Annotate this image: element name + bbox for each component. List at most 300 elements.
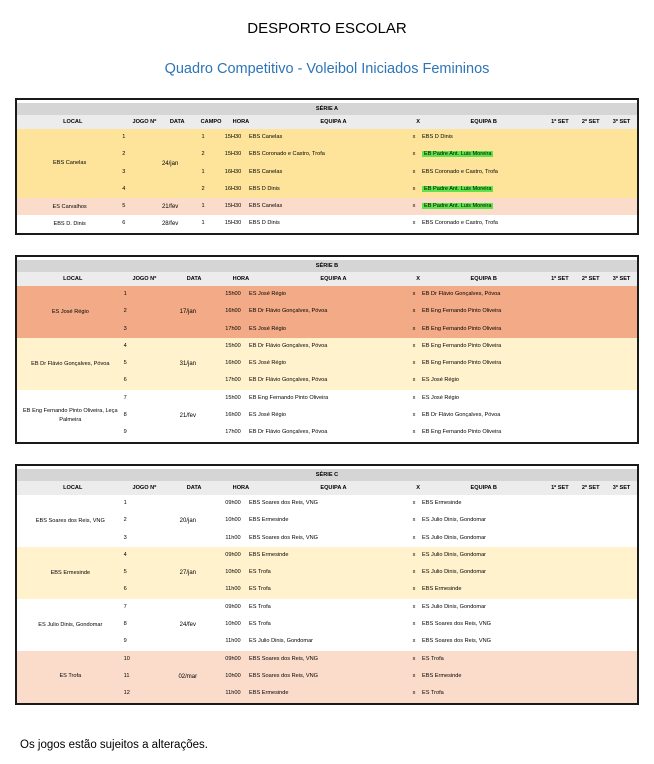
versus-cell: x bbox=[412, 394, 416, 401]
serie-title: SÉRIE A bbox=[17, 103, 637, 115]
set1-cell bbox=[544, 685, 575, 702]
set3-cell bbox=[606, 581, 637, 598]
hora-cell: 09h00 bbox=[225, 603, 241, 610]
match-rows bbox=[220, 286, 637, 338]
match-row bbox=[220, 390, 637, 407]
set1-cell bbox=[544, 321, 575, 338]
equipa-b-name: ES Trofa bbox=[422, 690, 444, 697]
match-row bbox=[220, 338, 637, 355]
header-set3: 3º SET bbox=[612, 276, 631, 282]
set3-cell bbox=[606, 668, 637, 685]
match-row bbox=[220, 424, 637, 441]
header-equipa-a: EQUIPA A bbox=[320, 119, 347, 125]
equipa-b-cell bbox=[419, 616, 544, 633]
header-hora: HORA bbox=[232, 485, 250, 491]
equipa-b-name: EB Padre Ant. Luis Moreira bbox=[424, 203, 492, 210]
match-row bbox=[186, 198, 637, 215]
footer-note: Os jogos estão sujeitos a alterações. bbox=[20, 739, 208, 751]
jogo-column bbox=[124, 390, 156, 442]
match-row bbox=[220, 685, 637, 702]
group-local: EBS Ermesinde bbox=[50, 569, 91, 576]
equipa-b-cell bbox=[419, 599, 544, 616]
match-row bbox=[220, 581, 637, 598]
versus-cell: x bbox=[412, 621, 416, 628]
jogo-column bbox=[124, 599, 156, 651]
group-date: 20/jan bbox=[179, 517, 196, 524]
equipa-a-cell: ES José Régio bbox=[249, 360, 287, 367]
equipa-a-cell: ES Trofa bbox=[249, 586, 271, 593]
game-number: 7 bbox=[123, 394, 127, 401]
set1-cell bbox=[544, 198, 575, 215]
game-number: 6 bbox=[123, 377, 127, 384]
set2-cell bbox=[575, 303, 606, 320]
set3-cell bbox=[606, 512, 637, 529]
table-header bbox=[17, 481, 637, 495]
hora-cell: 10h00 bbox=[225, 621, 241, 628]
jogo-column bbox=[124, 547, 156, 599]
versus-cell: x bbox=[412, 151, 416, 158]
equipa-b-cell bbox=[419, 512, 544, 529]
header-set1: 1º SET bbox=[551, 276, 569, 282]
set2-cell bbox=[575, 321, 606, 338]
set3-cell bbox=[606, 372, 637, 389]
versus-cell: x bbox=[412, 342, 416, 349]
equipa-a-cell: EB Eng Fernando Pinto Oliveira bbox=[249, 394, 329, 401]
match-group bbox=[17, 599, 637, 651]
set3-cell bbox=[606, 181, 637, 198]
set3-cell bbox=[606, 424, 637, 441]
header-equipa-a: EQUIPA A bbox=[320, 276, 347, 282]
match-rows bbox=[186, 129, 637, 198]
equipa-a-cell: EB Dr Flávio Gonçalves, Póvoa bbox=[249, 429, 328, 436]
equipa-b-name: EBS Ermesinde bbox=[422, 500, 462, 506]
game-number: 5 bbox=[123, 569, 127, 576]
header-hora: HORA bbox=[232, 276, 250, 282]
set3-cell bbox=[606, 215, 637, 232]
equipa-b-name: EB Eng Fernando Pinto Oliveira bbox=[422, 325, 502, 332]
game-number: 1 bbox=[123, 500, 127, 506]
match-rows bbox=[220, 338, 637, 390]
hora-cell: 09h00 bbox=[225, 500, 241, 506]
match-row bbox=[220, 355, 637, 372]
header-hora: HORA bbox=[232, 119, 250, 125]
game-number: 2 bbox=[123, 517, 127, 524]
set2-cell bbox=[575, 547, 606, 564]
equipa-b-cell bbox=[419, 564, 544, 581]
versus-cell: x bbox=[412, 220, 416, 227]
set1-cell bbox=[544, 616, 575, 633]
group-local: EB Eng Fernando Pinto Oliveira, Leça Palmeira bbox=[23, 408, 118, 423]
equipa-b-cell bbox=[419, 198, 544, 215]
match-group bbox=[17, 338, 637, 390]
group-date: 31/jan bbox=[179, 360, 196, 367]
group-date: 27/jan bbox=[179, 569, 196, 576]
header-x: X bbox=[416, 485, 420, 491]
equipa-b-cell bbox=[419, 530, 544, 547]
versus-cell: x bbox=[412, 185, 416, 192]
header-jogo: JOGO Nº bbox=[132, 119, 157, 125]
game-number: 9 bbox=[123, 429, 127, 436]
game-number: 4 bbox=[122, 185, 126, 192]
hora-cell: 15h00 bbox=[225, 342, 241, 349]
serie-title: SÉRIE B bbox=[17, 260, 637, 272]
group-date: 24/jan bbox=[161, 160, 179, 167]
group-local: EBS D. Dinis bbox=[53, 220, 86, 227]
match-rows bbox=[220, 651, 637, 703]
equipa-a-cell: EBS D Dinis bbox=[249, 185, 280, 192]
campo-cell: 2 bbox=[201, 185, 205, 192]
equipa-b-name: ES José Régio bbox=[422, 377, 460, 384]
equipa-b-cell bbox=[419, 668, 544, 685]
match-row bbox=[186, 215, 637, 232]
set2-cell bbox=[575, 372, 606, 389]
header-data: DATA bbox=[169, 119, 185, 125]
group-local: EBS Soares dos Reis, VNG bbox=[35, 517, 105, 524]
equipa-a-cell: EB Dr Flávio Gonçalves, Póvoa bbox=[249, 377, 328, 384]
game-number: 2 bbox=[123, 308, 127, 315]
game-number: 1 bbox=[123, 291, 127, 297]
set1-cell bbox=[544, 372, 575, 389]
group-local: ES Trofa bbox=[59, 673, 82, 680]
match-group bbox=[17, 390, 637, 442]
versus-cell: x bbox=[412, 655, 416, 662]
equipa-a-cell: EBS Ermesinde bbox=[249, 690, 289, 697]
set3-cell bbox=[606, 338, 637, 355]
match-row bbox=[186, 181, 637, 198]
header-equipa-a: EQUIPA A bbox=[320, 485, 347, 491]
set1-cell bbox=[544, 564, 575, 581]
set2-cell bbox=[575, 685, 606, 702]
set3-cell bbox=[606, 146, 637, 163]
set2-cell bbox=[575, 355, 606, 372]
header-set3: 3º SET bbox=[612, 485, 631, 491]
equipa-b-cell bbox=[419, 651, 544, 668]
equipa-b-cell bbox=[419, 390, 544, 407]
campo-cell: 1 bbox=[201, 134, 205, 140]
equipa-b-name: EBS Soares dos Reis, VNG bbox=[422, 638, 492, 645]
versus-cell: x bbox=[412, 377, 416, 384]
group-date: 24/fev bbox=[179, 621, 196, 628]
set1-cell bbox=[544, 581, 575, 598]
group-date: 28/fev bbox=[161, 221, 179, 228]
header-local: LOCAL bbox=[63, 119, 83, 125]
campo-cell: 1 bbox=[201, 203, 205, 210]
hora-cell: 15H30 bbox=[224, 151, 242, 158]
match-row bbox=[220, 547, 637, 564]
set3-cell bbox=[606, 651, 637, 668]
versus-cell: x bbox=[412, 551, 416, 558]
versus-cell: x bbox=[412, 517, 416, 524]
versus-cell: x bbox=[412, 672, 416, 679]
equipa-b-cell bbox=[419, 129, 544, 146]
hora-cell: 11h00 bbox=[225, 690, 241, 697]
set1-cell bbox=[544, 164, 575, 181]
set1-cell bbox=[544, 512, 575, 529]
game-number: 8 bbox=[123, 621, 127, 628]
equipa-b-name: ES Julio Dinis, Gondomar bbox=[422, 551, 487, 558]
equipa-b-name: ES José Régio bbox=[422, 394, 460, 401]
set3-cell bbox=[606, 599, 637, 616]
match-row bbox=[220, 321, 637, 338]
equipa-a-cell: ES Julio Dinis, Gondomar bbox=[249, 638, 314, 645]
equipa-a-cell: EBS Canelas bbox=[249, 168, 283, 175]
game-number: 6 bbox=[122, 220, 126, 227]
game-number: 1 bbox=[122, 134, 126, 140]
game-number: 3 bbox=[122, 168, 126, 175]
match-group bbox=[17, 286, 637, 338]
campo-cell: 2 bbox=[201, 151, 205, 158]
set2-cell bbox=[575, 198, 606, 215]
page-subtitle: Quadro Competitivo - Voleibol Iniciados Femininos bbox=[164, 61, 490, 77]
set2-cell bbox=[575, 530, 606, 547]
group-date: 17/jan bbox=[179, 308, 196, 315]
versus-cell: x bbox=[412, 534, 416, 541]
equipa-b-cell bbox=[419, 146, 544, 163]
set1-cell bbox=[544, 668, 575, 685]
set3-cell bbox=[606, 495, 637, 512]
header-x: X bbox=[416, 276, 420, 282]
equipa-a-cell: ES José Régio bbox=[249, 291, 287, 297]
header-data: DATA bbox=[186, 485, 202, 491]
equipa-b-name: ES Julio Dinis, Gondomar bbox=[422, 517, 487, 524]
equipa-b-name: EBS D Dinis bbox=[422, 134, 453, 140]
header-x: X bbox=[416, 119, 420, 125]
equipa-a-cell: ES Trofa bbox=[249, 621, 271, 628]
equipa-b-cell bbox=[419, 372, 544, 389]
equipa-b-name: EB Dr Flávio Gonçalves, Póvoa bbox=[422, 291, 501, 297]
match-row bbox=[220, 495, 637, 512]
campo-cell: 1 bbox=[201, 168, 205, 175]
equipa-a-cell: EB Dr Flávio Gonçalves, Póvoa bbox=[249, 342, 328, 349]
equipa-a-cell: ES José Régio bbox=[249, 325, 287, 332]
match-row bbox=[220, 512, 637, 529]
set1-cell bbox=[544, 547, 575, 564]
hora-cell: 15h00 bbox=[225, 394, 241, 401]
match-group bbox=[17, 129, 637, 198]
hora-cell: 16h00 bbox=[225, 360, 241, 367]
header-local: LOCAL bbox=[63, 276, 83, 282]
equipa-b-name: EB Eng Fernando Pinto Oliveira bbox=[422, 342, 502, 349]
serie-a-table bbox=[15, 98, 639, 235]
match-row bbox=[220, 599, 637, 616]
equipa-b-cell bbox=[419, 685, 544, 702]
hora-cell: 11h00 bbox=[225, 534, 241, 541]
match-row bbox=[186, 146, 637, 163]
hora-cell: 15h00 bbox=[225, 291, 241, 297]
match-group bbox=[17, 651, 637, 703]
match-row bbox=[220, 564, 637, 581]
set2-cell bbox=[575, 564, 606, 581]
set2-cell bbox=[575, 512, 606, 529]
equipa-b-name: ES Julio Dinis, Gondomar bbox=[422, 534, 487, 541]
match-rows bbox=[220, 547, 637, 599]
set2-cell bbox=[575, 651, 606, 668]
equipa-b-name: EBS Coronado e Castro, Trofa bbox=[422, 168, 498, 175]
match-row bbox=[220, 407, 637, 424]
versus-cell: x bbox=[412, 308, 416, 315]
equipa-b-cell bbox=[419, 495, 544, 512]
jogo-column bbox=[124, 338, 156, 390]
group-local: EBS Canelas bbox=[53, 160, 87, 167]
set1-cell bbox=[544, 633, 575, 650]
equipa-b-name: EBS Soares dos Reis, VNG bbox=[422, 621, 492, 628]
set1-cell bbox=[544, 338, 575, 355]
set3-cell bbox=[606, 547, 637, 564]
group-date: 21/fev bbox=[179, 412, 196, 419]
equipa-b-name: EB Eng Fernando Pinto Oliveira bbox=[422, 429, 502, 436]
versus-cell: x bbox=[412, 203, 416, 210]
equipa-a-cell: ES Trofa bbox=[249, 603, 271, 610]
set3-cell bbox=[606, 164, 637, 181]
group-local: EB Dr Flávio Gonçalves, Póvoa bbox=[31, 360, 110, 367]
match-row bbox=[220, 530, 637, 547]
match-row bbox=[220, 616, 637, 633]
hora-cell: 16H30 bbox=[224, 168, 242, 175]
equipa-b-cell bbox=[419, 547, 544, 564]
match-group bbox=[17, 547, 637, 599]
set2-cell bbox=[575, 286, 606, 303]
match-row bbox=[220, 668, 637, 685]
equipa-a-cell: EBS Ermesinde bbox=[249, 551, 289, 558]
equipa-a-cell: EBS Coronado e Castro, Trofa bbox=[249, 151, 325, 158]
jogo-column bbox=[124, 651, 156, 703]
match-rows bbox=[220, 599, 637, 651]
header-campo: CAMPO bbox=[200, 119, 222, 125]
equipa-a-cell: EBS D Dinis bbox=[249, 220, 280, 227]
set1-cell bbox=[544, 530, 575, 547]
set1-cell bbox=[544, 495, 575, 512]
match-row bbox=[220, 303, 637, 320]
jogo-column bbox=[122, 129, 154, 198]
set3-cell bbox=[606, 685, 637, 702]
set2-cell bbox=[575, 215, 606, 232]
set1-cell bbox=[544, 651, 575, 668]
set1-cell bbox=[544, 215, 575, 232]
hora-cell: 15H30 bbox=[224, 203, 242, 210]
table-header bbox=[17, 272, 637, 286]
versus-cell: x bbox=[412, 429, 416, 436]
page-title: DESPORTO ESCOLAR bbox=[247, 20, 407, 37]
game-number: 5 bbox=[123, 360, 127, 367]
set3-cell bbox=[606, 303, 637, 320]
versus-cell: x bbox=[412, 690, 416, 697]
set2-cell bbox=[575, 407, 606, 424]
header-equipa-b: EQUIPA B bbox=[470, 276, 497, 282]
match-rows bbox=[186, 215, 637, 232]
set1-cell bbox=[544, 286, 575, 303]
set3-cell bbox=[606, 390, 637, 407]
game-number: 4 bbox=[123, 342, 127, 349]
equipa-b-name: EBS Ermesinde bbox=[422, 586, 462, 593]
jogo-column bbox=[122, 215, 154, 232]
equipa-b-cell bbox=[419, 303, 544, 320]
versus-cell: x bbox=[412, 500, 416, 506]
game-number: 3 bbox=[123, 534, 127, 541]
hora-cell: 11h00 bbox=[225, 638, 241, 645]
equipa-b-cell bbox=[419, 407, 544, 424]
set3-cell bbox=[606, 129, 637, 146]
set3-cell bbox=[606, 407, 637, 424]
equipa-b-name: EB Eng Fernando Pinto Oliveira bbox=[422, 308, 502, 315]
equipa-b-cell bbox=[419, 424, 544, 441]
game-number: 6 bbox=[123, 586, 127, 593]
hora-cell: 16h00 bbox=[225, 308, 241, 315]
hora-cell: 15H30 bbox=[224, 134, 242, 140]
game-number: 10 bbox=[123, 655, 130, 662]
versus-cell: x bbox=[412, 603, 416, 610]
hora-cell: 17h00 bbox=[225, 325, 241, 332]
group-local: ES José Régio bbox=[51, 308, 89, 315]
match-row bbox=[220, 286, 637, 303]
match-group bbox=[17, 215, 637, 232]
game-number: 9 bbox=[123, 638, 127, 645]
serie-c-table bbox=[15, 464, 639, 705]
set2-cell bbox=[575, 390, 606, 407]
match-row bbox=[220, 633, 637, 650]
set3-cell bbox=[606, 321, 637, 338]
equipa-b-name: EB Eng Fernando Pinto Oliveira bbox=[422, 360, 502, 367]
set2-cell bbox=[575, 668, 606, 685]
equipa-b-name: ES Julio Dinis, Gondomar bbox=[422, 569, 487, 576]
header-equipa-b: EQUIPA B bbox=[470, 485, 497, 491]
group-date: 02/mar bbox=[178, 673, 198, 680]
match-rows bbox=[186, 198, 637, 215]
equipa-b-name: EBS Coronado e Castro, Trofa bbox=[422, 220, 498, 227]
set2-cell bbox=[575, 581, 606, 598]
header-set2: 2º SET bbox=[581, 276, 600, 282]
equipa-b-cell bbox=[419, 215, 544, 232]
hora-cell: 09h00 bbox=[225, 655, 241, 662]
equipa-a-cell: EBS Soares dos Reis, VNG bbox=[249, 672, 319, 679]
equipa-a-cell: EBS Canelas bbox=[249, 203, 283, 210]
header-set1: 1º SET bbox=[551, 119, 569, 125]
hora-cell: 09h00 bbox=[225, 551, 241, 558]
game-number: 4 bbox=[123, 551, 127, 558]
game-number: 7 bbox=[123, 603, 127, 610]
set2-cell bbox=[575, 181, 606, 198]
match-rows bbox=[220, 495, 637, 547]
hora-cell: 10h00 bbox=[225, 569, 241, 576]
versus-cell: x bbox=[412, 569, 416, 576]
equipa-b-name: EB Padre Ant. Luis Moreira bbox=[424, 151, 492, 158]
header-set2: 2º SET bbox=[581, 485, 600, 491]
set3-cell bbox=[606, 355, 637, 372]
hora-cell: 16H30 bbox=[224, 185, 242, 192]
versus-cell: x bbox=[412, 360, 416, 367]
table-header bbox=[17, 115, 637, 129]
versus-cell: x bbox=[412, 638, 416, 645]
set2-cell bbox=[575, 424, 606, 441]
set3-cell bbox=[606, 633, 637, 650]
equipa-b-name: EB Padre Ant. Luis Moreira bbox=[424, 185, 492, 192]
set2-cell bbox=[575, 164, 606, 181]
set1-cell bbox=[544, 303, 575, 320]
equipa-a-cell: EBS Ermesinde bbox=[249, 517, 289, 524]
equipa-a-cell: EBS Soares dos Reis, VNG bbox=[249, 534, 319, 541]
campo-cell: 1 bbox=[201, 220, 205, 227]
set3-cell bbox=[606, 564, 637, 581]
set2-cell bbox=[575, 146, 606, 163]
equipa-a-cell: EB Dr Flávio Gonçalves, Póvoa bbox=[249, 308, 328, 315]
game-number: 8 bbox=[123, 412, 127, 419]
equipa-b-name: EB Dr Flávio Gonçalves, Póvoa bbox=[422, 412, 501, 419]
match-row bbox=[220, 651, 637, 668]
set1-cell bbox=[544, 424, 575, 441]
set3-cell bbox=[606, 530, 637, 547]
game-number: 11 bbox=[123, 672, 130, 679]
game-number: 5 bbox=[122, 203, 126, 210]
equipa-b-cell bbox=[419, 286, 544, 303]
